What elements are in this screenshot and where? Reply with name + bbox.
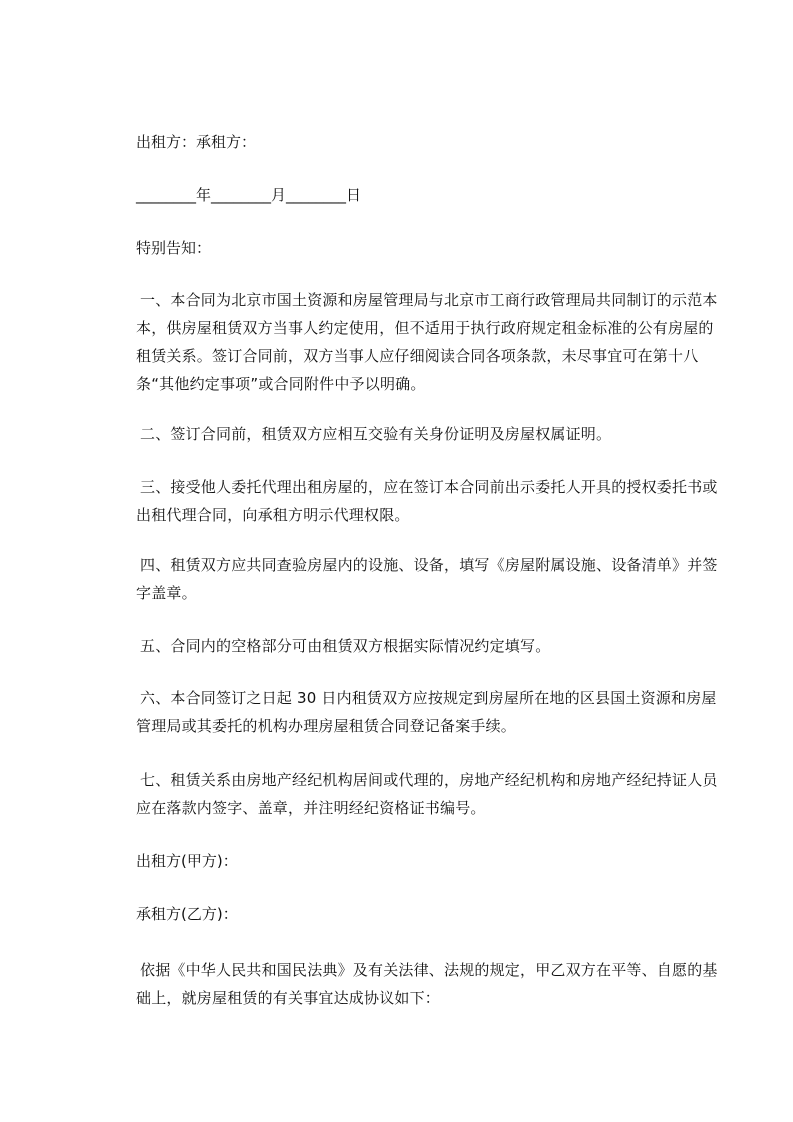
notice-item-3: 三、接受他人委托代理出租房屋的，应在签订本合同前出示委托人开具的授权委托书或出租代理合同，向承租方明示代理权限。 bbox=[136, 478, 718, 524]
notice-item-6: 六、本合同签订之日起 30 日内租赁双方应按规定到房屋所在地的区县国土资源和房屋管理局或其委托的机构办理房屋租赁合同登记备案手续。 bbox=[136, 689, 717, 735]
parties-header: 出租方：承租方： bbox=[136, 133, 257, 151]
notice-item-5: 五、合同内的空格部分可由租赁双方根据实际情况约定填写。 bbox=[140, 637, 551, 655]
day-blank: ________ bbox=[286, 186, 347, 204]
notice-item-1: 一、本合同为北京市国土资源和房屋管理局与北京市工商行政管理局共同制订的示范本本，供房屋租赁双方当事人约定使用，但不适用于执行政府规定租金标准的公有房屋的租赁关系。签订合同前，双方当事人应仔细阅读合同各项条款，未尽事宜可在第十八条“其他约定事项”或合同附件中予以明确。 bbox=[136, 291, 718, 393]
notice-item-2: 二、签订合同前，租赁双方应相互交验有关身份证明及房屋权属证明。 bbox=[140, 425, 612, 443]
day-label: 日 bbox=[346, 186, 362, 204]
special-notice-heading: 特别告知： bbox=[136, 239, 212, 257]
year-label: 年 bbox=[196, 186, 212, 204]
year-blank: ________ bbox=[136, 186, 196, 204]
agreement-intro: 依据《中华人民共和国民法典》及有关法律、法规的规定，甲乙双方在平等、自愿的基础上，就房屋租赁的有关事宜达成协议如下： bbox=[136, 961, 718, 1007]
date-line bbox=[136, 183, 361, 207]
notice-item-4: 四、租赁双方应共同查验房屋内的设施、设备，填写《房屋附属设施、设备清单》并签字盖章。 bbox=[136, 556, 718, 602]
lessee-label: 承租方(乙方)： bbox=[136, 905, 238, 923]
notice-item-7: 七、租赁关系由房地产经纪机构居间或代理的，房地产经纪机构和房地产经纪持证人员应在落款内签字、盖章，并注明经纪资格证书编号。 bbox=[136, 771, 718, 817]
month-blank: ________ bbox=[211, 186, 272, 204]
month-label: 月 bbox=[271, 186, 287, 204]
lessor-label: 出租方(甲方)： bbox=[136, 852, 238, 870]
